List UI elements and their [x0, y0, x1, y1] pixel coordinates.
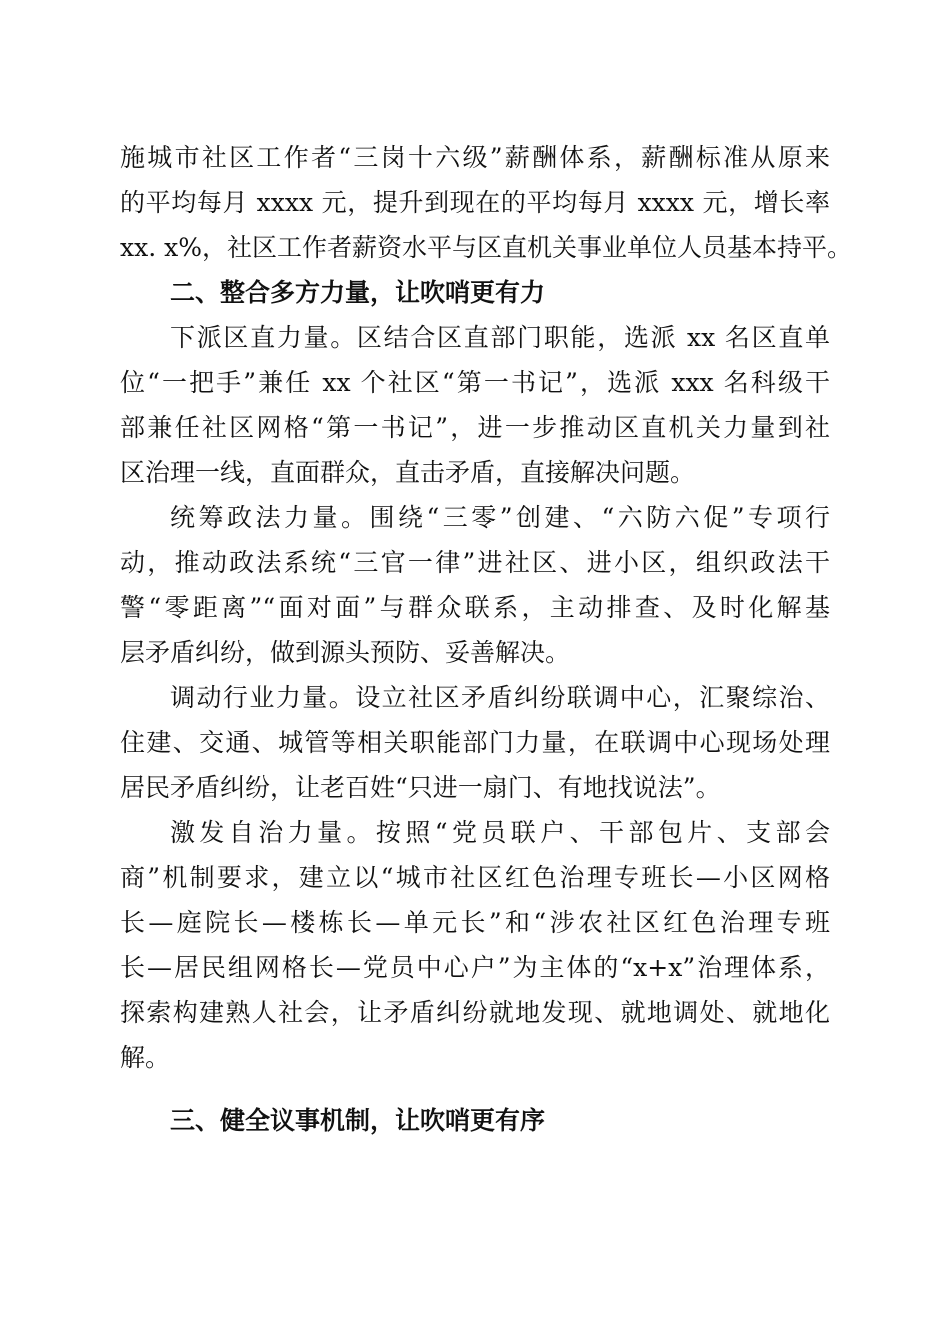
text-line: 解。: [120, 1043, 171, 1072]
paragraph-first-line: 激发自治力量。按照“党员联户、干部包片、支部会: [170, 818, 830, 847]
text-line: 长—居民组网格长—党员中心户”为主体的“x+x”治理体系，: [120, 953, 830, 982]
section-heading-3: 三、健全议事机制，让吹哨更有序: [170, 1106, 546, 1135]
document-body: [120, 135, 852, 1143]
text-line: 位“一把手”兼任 xx 个社区“第一书记”，选派 xxx 名科级干: [120, 368, 830, 397]
text-line: 区治理一线，直面群众，直击矛盾，直接解决问题。: [120, 458, 696, 487]
text-line: 长—庭院长—楼栋长—单元长”和“涉农社区红色治理专班: [120, 908, 830, 937]
paragraph-first-line: 统筹政法力量。围绕“三零”创建、“六防六促”专项行: [170, 503, 830, 532]
text-line: 居民矛盾纠纷，让老百姓“只进一扇门、有地找说法”。: [120, 773, 721, 802]
text-line: 商”机制要求，建立以“城市社区红色治理专班长—小区网格: [120, 863, 830, 892]
paragraph-first-line: 调动行业力量。设立社区矛盾纠纷联调中心，汇聚综治、: [170, 683, 830, 712]
text-line: 部兼任社区网格“第一书记”，进一步推动区直机关力量到社: [120, 413, 830, 442]
text-line: 动，推动政法系统“三官一律”进社区、进小区，组织政法干: [120, 548, 830, 577]
text-line: 警“零距离”“面对面”与群众联系，主动排查、及时化解基: [120, 593, 830, 622]
text-line: xx. x%，社区工作者薪资水平与区直机关事业单位人员基本持平。: [120, 233, 852, 262]
text-line: 探索构建熟人社会，让矛盾纠纷就地发现、就地调处、就地化: [120, 998, 830, 1027]
section-heading-2: 二、整合多方力量，让吹哨更有力: [170, 278, 546, 307]
paragraph-first-line: 下派区直力量。区结合区直部门职能，选派 xx 名区直单: [170, 323, 830, 352]
text-line: 住建、交通、城管等相关职能部门力量，在联调中心现场处理: [120, 728, 830, 757]
text-line: 层矛盾纠纷，做到源头预防、妥善解决。: [120, 638, 571, 667]
text-line: 施城市社区工作者“三岗十六级”薪酬体系，薪酬标准从原来: [120, 143, 830, 172]
text-line: 的平均每月 xxxx 元，提升到现在的平均每月 xxxx 元，增长率: [120, 188, 830, 217]
